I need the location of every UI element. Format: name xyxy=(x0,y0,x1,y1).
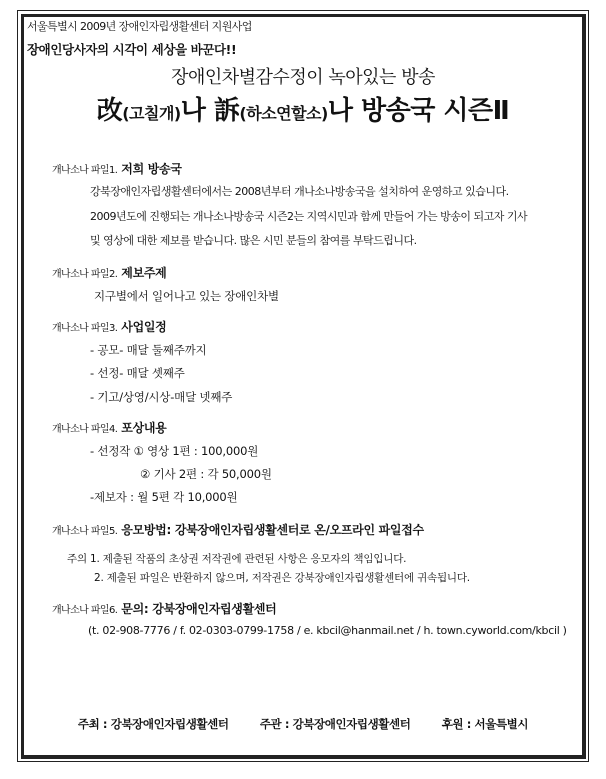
section-2-heading xyxy=(52,264,166,281)
section-title: 응모방법: 강북장애인자립생활센터로 온/오프라인 파일접수 xyxy=(121,523,424,537)
host-label: 주최 xyxy=(77,717,100,731)
section-6-heading xyxy=(52,600,276,617)
sponsor-line: 서울특별시 2009년 장애인자립생활센터 지원사업 xyxy=(27,20,252,33)
schedule-item: - 공모- 매달 둘째주까지 xyxy=(90,343,207,357)
page-title xyxy=(0,90,606,127)
footer-sponsor xyxy=(442,717,528,731)
sponsor-value: : 서울특별시 xyxy=(463,717,529,731)
headline: 장애인차별감수정이 녹아있는 방송 xyxy=(171,67,435,88)
section-2-body: 지구별에서 일어나고 있는 장애인차별 xyxy=(94,289,279,303)
contact-info: (t. 02-908-7776 / f. 02-0303-0799-1758 / e. kbcil@hanmail.net / h. town.cyworld.com/kbcil ) xyxy=(88,624,567,637)
section-5-heading xyxy=(52,521,424,538)
section-1-heading xyxy=(52,160,182,177)
section-label: 개나소나 파일2. xyxy=(52,269,118,280)
section-1-body-line-1: 강북장애인자립생활센터에서는 2008년부터 개나소나방송국을 설치하여 운영하고 있습니다. xyxy=(90,185,509,198)
organizer-value: : 강북장애인자립생활센터 xyxy=(281,717,411,731)
footer-credits xyxy=(0,716,606,732)
title-hanja-2: 訴 xyxy=(213,96,240,126)
section-title: 저희 방송국 xyxy=(121,162,182,176)
section-3-heading xyxy=(52,318,166,335)
notice-line-1: 주의 1. 제출된 작품의 초상권 저작권에 관련된 사항은 응모자의 책임입니다. xyxy=(67,553,407,565)
section-1-body-line-2: 2009년도에 진행되는 개나소나방송국 시즌2는 지역시민과 함께 만들어 가는 방송이 되고자 기사 xyxy=(90,210,528,223)
reward-item: ② 기사 2편 : 각 50,000원 xyxy=(140,467,272,481)
schedule-item: - 기고/상영/시상-매달 넷째주 xyxy=(90,390,233,404)
section-label: 개나소나 파일3. xyxy=(52,323,118,334)
notice-line-2: 2. 제출된 파일은 반환하지 않으며, 저작권은 강북장애인자립생활센터에 귀속됩니다. xyxy=(94,572,470,584)
footer-host xyxy=(78,717,229,731)
section-title: 문의: 강북장애인자립생활센터 xyxy=(121,602,277,616)
title-tail-2: 나 방송국 시즌Ⅱ xyxy=(327,96,510,126)
organizer-label: 주관 xyxy=(259,717,282,731)
section-label: 개나소나 파일4. xyxy=(52,424,118,435)
title-note-1: (고칠개) xyxy=(122,104,181,123)
section-title: 사업일정 xyxy=(121,320,167,334)
section-1-body-line-3: 및 영상에 대한 제보를 받습니다. 많은 시민 분들의 참여를 부탁드립니다. xyxy=(90,234,417,247)
sponsor-label: 후원 xyxy=(441,717,464,731)
host-value: : 강북장애인자립생활센터 xyxy=(99,717,229,731)
title-tail-1: 나 xyxy=(180,96,214,126)
slogan: 장애인당사자의 시각이 세상을 바꾼다!! xyxy=(27,42,237,57)
section-title: 포상내용 xyxy=(121,421,167,435)
reward-item: - 선정작 ① 영상 1편 : 100,000원 xyxy=(90,444,259,458)
section-label: 개나소나 파일5. xyxy=(52,526,118,537)
title-note-2: (하소연할소) xyxy=(239,104,328,123)
section-label: 개나소나 파일6. xyxy=(52,605,118,616)
footer-organizer xyxy=(260,717,411,731)
section-label: 개나소나 파일1. xyxy=(52,165,118,176)
section-title: 제보주제 xyxy=(121,266,167,280)
reward-item: -제보자 : 월 5편 각 10,000원 xyxy=(90,490,238,504)
title-hanja-1: 改 xyxy=(96,96,123,126)
section-4-heading xyxy=(52,419,166,436)
schedule-item: - 선정- 매달 셋째주 xyxy=(90,366,185,380)
